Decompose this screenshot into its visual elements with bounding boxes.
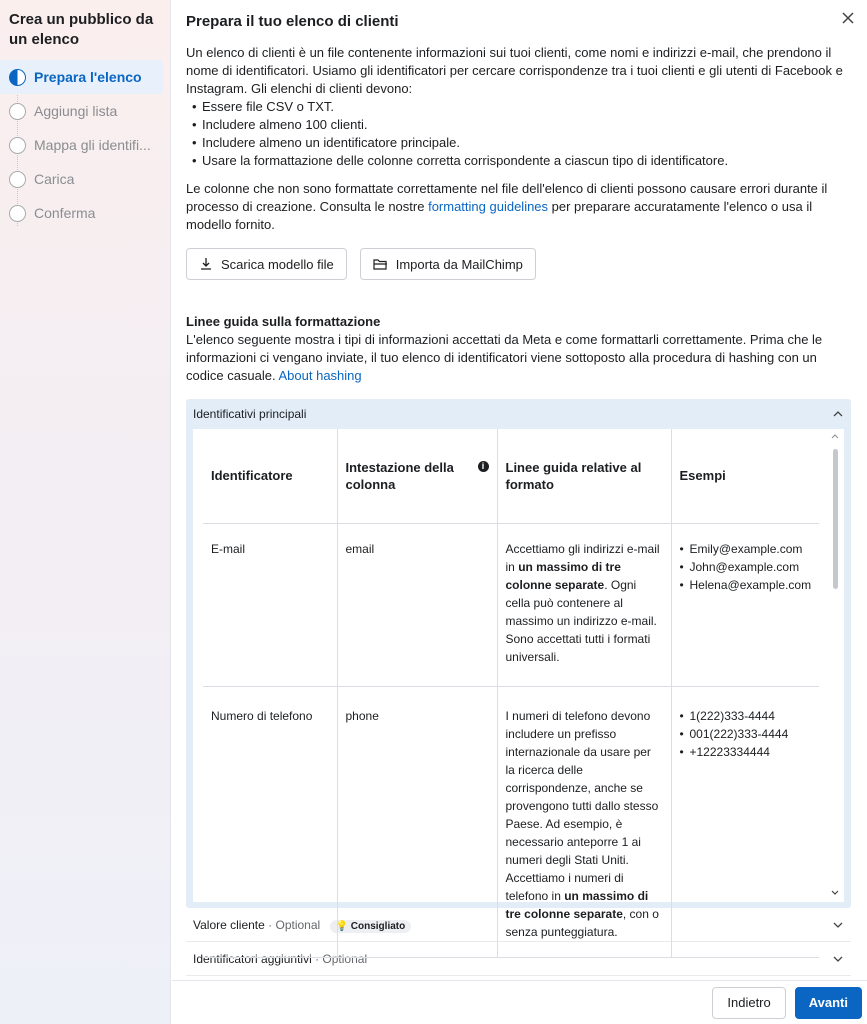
recommended-badge: 💡 Consigliato xyxy=(330,920,412,933)
column-cell: email xyxy=(337,523,497,686)
table-header: i Intestazione della colonna xyxy=(337,429,497,523)
close-icon[interactable] xyxy=(839,10,857,28)
about-hashing-link[interactable]: About hashing xyxy=(278,368,362,383)
formatting-note: Le colonne che non sono formattate correttamente nel file dell'elenco di clienti possono causare errori durante il processo di creazione. Consulta le nostre formatting guidelines per preparare accuratamente l'elenco o usa il modello fornito. xyxy=(186,181,828,232)
step-confirm[interactable] xyxy=(0,196,170,230)
step-circle-icon xyxy=(9,137,26,154)
example-item: • +12223334444 xyxy=(680,743,812,761)
example-item: • 001(222)333-4444 xyxy=(680,725,812,743)
scroll-down-icon[interactable] xyxy=(831,887,839,898)
next-button[interactable]: Avanti xyxy=(795,987,862,1019)
table-header: Identificatore xyxy=(203,429,337,523)
step-prepare[interactable] xyxy=(0,60,163,94)
primary-identifiers-header[interactable]: Identificativi principali xyxy=(186,399,851,429)
step-circle-icon xyxy=(9,205,26,222)
intro-text: Un elenco di clienti è un file contenente informazioni sui tuoi clienti, come nomi e indirizzi e-mail, che prendono il nome di identificatori. Usiamo gli identificatori per cercare corrispondenze tra i tuoi clienti e gli utenti di Facebook e Instagram. Gli elenchi di clienti devono: xyxy=(186,45,843,96)
example-item: • John@example.com xyxy=(680,558,812,576)
identifiers-accordion xyxy=(186,399,851,976)
example-item: • Helena@example.com xyxy=(680,576,812,594)
step-label: Conferma xyxy=(34,205,96,221)
formatting-guidelines-link[interactable]: formatting guidelines xyxy=(428,199,549,214)
lightbulb-icon: 💡 xyxy=(335,920,348,932)
chevron-down-icon xyxy=(833,919,843,931)
list-item: • Essere file CSV o TXT. xyxy=(192,98,857,116)
requirements-list xyxy=(192,98,857,170)
guidelines-text: L'elenco seguente mostra i tipi di informazioni accettati da Meta e come formattarli correttamente. Prima che le informazioni ci vengano inviate, il tuo elenco di identificatori viene sottoposto alla procedura di hashing con un codice casuale. About hashing xyxy=(186,332,823,383)
step-upload[interactable] xyxy=(0,162,170,196)
chevron-up-icon xyxy=(833,408,843,420)
back-button[interactable]: Indietro xyxy=(712,987,785,1019)
step-label: Aggiungi lista xyxy=(34,103,118,119)
guidelines-title: Linee guida sulla formattazione xyxy=(186,314,381,329)
scroll-up-icon[interactable] xyxy=(831,431,839,442)
import-mailchimp-button[interactable]: Importa da MailChimp xyxy=(360,248,536,280)
optional-label: · Optional xyxy=(315,951,368,966)
example-item: • Emily@example.com xyxy=(680,540,812,558)
footer xyxy=(172,980,867,1024)
table-header: Linee guida relative al formato xyxy=(497,429,671,523)
list-item: • Includere almeno un identificatore principale. xyxy=(192,134,857,152)
examples-cell xyxy=(671,523,819,686)
step-add-list[interactable] xyxy=(0,94,170,128)
additional-identifiers-label: Identificatori aggiuntivi xyxy=(193,951,312,966)
folder-icon xyxy=(373,258,388,271)
step-label: Carica xyxy=(34,171,75,187)
step-label: Mappa gli identifi... xyxy=(34,137,151,153)
info-icon[interactable]: i xyxy=(478,461,489,472)
download-icon xyxy=(199,257,213,271)
step-circle-icon xyxy=(9,103,26,120)
sidebar xyxy=(0,0,171,1024)
chevron-down-icon xyxy=(833,953,843,965)
examples-cell xyxy=(671,686,819,957)
sidebar-title: Crea un pubblico da un elenco xyxy=(9,11,154,48)
download-template-button[interactable]: Scarica modello file xyxy=(186,248,347,280)
table-scrollbar[interactable] xyxy=(828,429,844,902)
main-panel xyxy=(172,0,867,1024)
identifier-cell: Numero di telefono xyxy=(203,686,337,957)
table-row xyxy=(203,523,819,686)
guideline-cell: Accettiamo gli indirizzi e-mail in un massimo di tre colonne separate. Ogni cella può contenere al massimo un indirizzo e-mail. Sono accettati tutti i formati universali. xyxy=(497,523,671,686)
scrollbar-thumb[interactable] xyxy=(833,449,838,589)
list-item: • Usare la formattazione delle colonne corretta corrispondente a ciascun tipo di identificatore. xyxy=(192,152,857,170)
step-progress-icon xyxy=(9,69,26,86)
identifier-cell: E-mail xyxy=(203,523,337,686)
step-map-identifiers[interactable] xyxy=(0,128,170,162)
step-list xyxy=(0,60,170,230)
list-item: • Includere almeno 100 clienti. xyxy=(192,116,857,134)
guideline-cell: I numeri di telefono devono includere un prefisso internazionale da usare per la ricerca delle corrispondenze, anche se provengono tutti dallo stesso Paese. Ad esempio, è necessario anteporre 1 ai numeri degli Stati Uniti. Accettiamo i numeri di telefono in un massimo di tre colonne separate, con o senza punteggiatura. xyxy=(497,686,671,957)
column-cell: phone xyxy=(337,686,497,957)
example-item: • 1(222)333-4444 xyxy=(680,707,812,725)
customer-value-label: Valore cliente xyxy=(193,917,265,932)
step-circle-icon xyxy=(9,171,26,188)
optional-label: · Optional xyxy=(268,917,321,932)
page-title: Prepara il tuo elenco di clienti xyxy=(186,13,399,30)
identifiers-table xyxy=(203,429,819,958)
step-label: Prepara l'elenco xyxy=(34,69,142,85)
table-header: Esempi xyxy=(671,429,819,523)
table-row xyxy=(203,686,819,957)
